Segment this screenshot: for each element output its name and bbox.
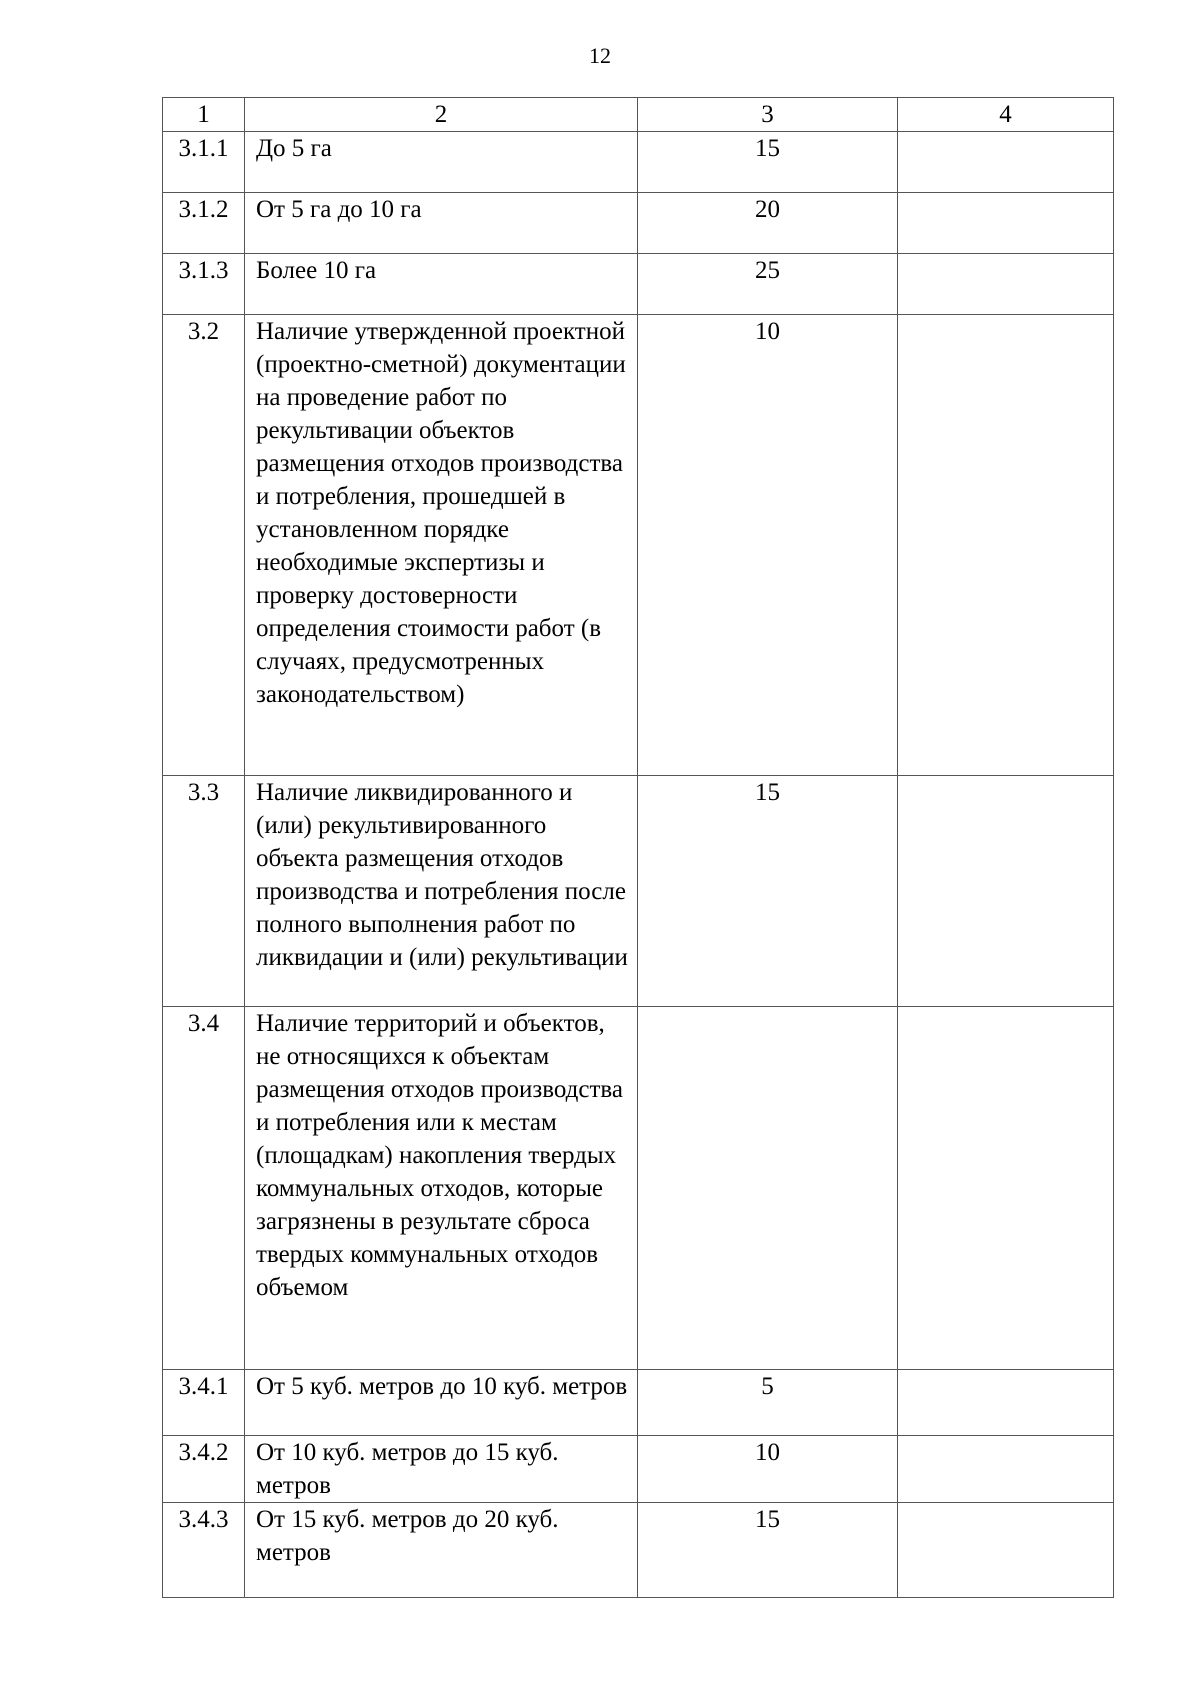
row-criterion: Наличие утвержденной проектной (проектно-сметной) документации на проведение работ по рекультивации объектов размещения отходов производства и потребления, прошедшей в установленном порядке необходимые экспертизы и проверку достоверности определения стоимости работ (в случаях, предусмотренных законодательством) xyxy=(245,315,638,776)
row-score: 5 xyxy=(638,1370,898,1436)
table-row xyxy=(163,1503,1114,1598)
row-note xyxy=(898,315,1114,776)
row-score: 15 xyxy=(638,1503,898,1598)
row-number: 3.1.3 xyxy=(163,254,245,315)
row-note xyxy=(898,776,1114,1007)
row-score: 10 xyxy=(638,1436,898,1503)
column-header-2: 2 xyxy=(245,98,638,132)
row-number: 3.2 xyxy=(163,315,245,776)
row-criterion: До 5 га xyxy=(245,132,638,193)
table-row xyxy=(163,1007,1114,1370)
row-number: 3.1.1 xyxy=(163,132,245,193)
table-row xyxy=(163,193,1114,254)
column-header-3: 3 xyxy=(638,98,898,132)
row-note xyxy=(898,132,1114,193)
criteria-table xyxy=(162,97,1114,1598)
row-note xyxy=(898,193,1114,254)
row-criterion: От 10 куб. метров до 15 куб. метров xyxy=(245,1436,638,1503)
table-row xyxy=(163,1370,1114,1436)
row-criterion: От 5 га до 10 га xyxy=(245,193,638,254)
table-row xyxy=(163,254,1114,315)
table-row xyxy=(163,132,1114,193)
row-number: 3.4.2 xyxy=(163,1436,245,1503)
table-row xyxy=(163,1436,1114,1503)
row-criterion: От 5 куб. метров до 10 куб. метров xyxy=(245,1370,638,1436)
table-row xyxy=(163,315,1114,776)
row-score: 15 xyxy=(638,132,898,193)
row-note xyxy=(898,1503,1114,1598)
row-note xyxy=(898,254,1114,315)
row-number: 3.1.2 xyxy=(163,193,245,254)
row-criterion: Наличие территорий и объектов, не относящихся к объектам размещения отходов производства и потребления или к местам (площадкам) накопления твердых коммунальных отходов, которые загрязнены в результате сброса твердых коммунальных отходов объемом xyxy=(245,1007,638,1370)
row-score: 15 xyxy=(638,776,898,1007)
row-number: 3.4.3 xyxy=(163,1503,245,1598)
page-number: 12 xyxy=(589,43,611,68)
row-number: 3.4.1 xyxy=(163,1370,245,1436)
row-criterion: Более 10 га xyxy=(245,254,638,315)
column-header-4: 4 xyxy=(898,98,1114,132)
row-score: 20 xyxy=(638,193,898,254)
row-score xyxy=(638,1007,898,1370)
table-header-row xyxy=(163,98,1114,132)
table-row xyxy=(163,776,1114,1007)
row-note xyxy=(898,1007,1114,1370)
row-number: 3.3 xyxy=(163,776,245,1007)
row-score: 25 xyxy=(638,254,898,315)
row-number: 3.4 xyxy=(163,1007,245,1370)
row-criterion: Наличие ликвидированного и (или) рекультивированного объекта размещения отходов производства и потребления после полного выполнения работ по ликвидации и (или) рекультивации xyxy=(245,776,638,1007)
row-note xyxy=(898,1436,1114,1503)
column-header-1: 1 xyxy=(163,98,245,132)
row-criterion: От 15 куб. метров до 20 куб. метров xyxy=(245,1503,638,1598)
row-note xyxy=(898,1370,1114,1436)
row-score: 10 xyxy=(638,315,898,776)
